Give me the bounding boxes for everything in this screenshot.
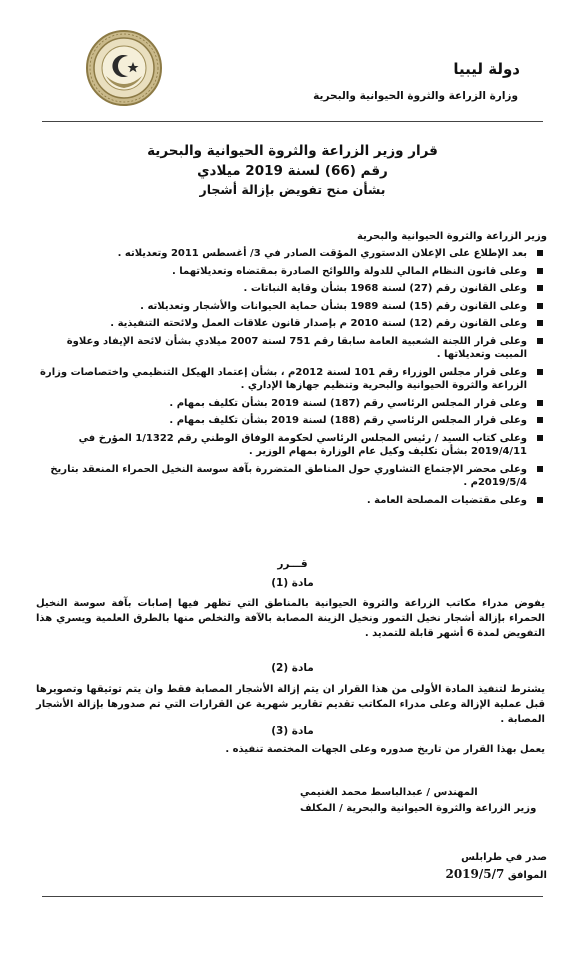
bullet-icon (537, 285, 543, 291)
preamble-item: بعد الإطلاع على الإعلان الدستوري المؤقت الصادر في 3/ أغسطس 2011 وتعديلاته . (40, 247, 545, 261)
article-1-text: يفوض مدراء مكاتب الزراعة والثروة الحيوانية بالمناطق التي تظهر فيها إصابات بآفة سوسة النخيل الحمراء بإزالة أشجار نخيل التمور ونخيل الزينة المصابة بالآفة والتخلص منها بالطرق العلمية ويسري هذا التفويض لمدة 6 أشهر قابلة للتمديد . (36, 598, 545, 639)
bullet-icon (537, 466, 543, 472)
libya-state-emblem-icon (84, 28, 164, 108)
bullet-icon (537, 435, 543, 441)
decree-number: رقم (66) لسنة 2019 ميلادي (197, 163, 388, 179)
preamble-item: وعلى قرار مجلس الوزراء رقم 101 لسنة 2012م ، بشأن إعتماد الهيكل التنظيمي واختصاصات وزارة الزراعة والثروة الحيوانية والبحرية وتنظيم جهازها الإداري . (40, 366, 545, 393)
decree-title: قرار وزير الزراعة والثروة الحيوانية والبحرية (147, 143, 438, 159)
decision-heading: قـــرر (277, 558, 308, 570)
ministry-name: وزارة الزراعة والثروة الحيوانية والبحرية (313, 90, 518, 102)
issued-place: صدر في طرابلس (461, 852, 547, 863)
preamble-item: وعلى القانون رقم (15) لسنة 1989 بشأن حماية الحيوانات والأشجار وتعديلاته . (40, 300, 545, 314)
preamble-item: وعلى كتاب السيد / رئيس المجلس الرئاسي لحكومة الوفاق الوطني رقم 1/1322 المؤرخ في 2019/4/11 بشأن تكليف وكيل عام الوزارة بمهام الوزير . (40, 432, 545, 459)
bullet-icon (537, 338, 543, 344)
bullet-icon (537, 250, 543, 256)
bullet-icon (537, 369, 543, 375)
article-3-text: يعمل بهذا القرار من تاريخ صدوره وعلى الجهات المختصة تنفيذه . (225, 744, 545, 755)
preamble-item: وعلى قرار المجلس الرئاسي رقم (187) لسنة 2019 بشأن تكليف بمهام . (40, 397, 545, 411)
article-2-heading: مادة (2) (271, 662, 314, 674)
preamble-list (40, 247, 545, 507)
bullet-icon (537, 400, 543, 406)
bullet-icon (537, 320, 543, 326)
date-value: 2019/5/7 (445, 867, 505, 881)
preamble-item: وعلى قرار المجلس الرئاسي رقم (188) لسنة 2019 بشأن تكليف بمهام . (40, 414, 545, 428)
preamble-item: وعلى مقتضيات المصلحة العامة . (40, 494, 545, 508)
date-label: الموافق (507, 870, 547, 881)
preamble-item: وعلى قرار اللجنة الشعبية العامة سابقا رقم 751 لسنة 2007 ميلادي بشأن لائحة الإيفاد وعلاوة المبيت وتعديلاتها . (40, 335, 545, 362)
bullet-icon (537, 417, 543, 423)
preamble-item: وعلى القانون رقم (12) لسنة 2010 م بإصدار قانون علاقات العمل ولائحته التنفيذية . (40, 317, 545, 331)
footer-divider (42, 896, 543, 897)
preamble-item: وعلى القانون رقم (27) لسنة 1968 بشأن وقاية النباتات . (40, 282, 545, 296)
bullet-icon (537, 268, 543, 274)
header-divider (42, 121, 543, 122)
decree-subject: بشأن منح تفويض بإزالة أشجار (199, 182, 386, 197)
article-2-text: يشترط لتنفيذ المادة الأولى من هذا القرار ان يتم إزالة الأشجار المصابة فقط وان يتم توثيقها وتصويرها قبل عملية الإزالة وعلى مدراء المكاتب تقديم تقارير شهرية عن القرارات التي تم صدورها بإزالة الأشجار المصابة . (36, 684, 545, 725)
bullet-icon (537, 497, 543, 503)
article-3-heading: مادة (3) (271, 725, 314, 737)
preamble-item: وعلى قانون النظام المالي للدولة واللوائح الصادرة بمقتضاه وتعديلاتهما . (40, 265, 545, 279)
article-1-heading: مادة (1) (271, 577, 314, 589)
preamble-item: وعلى محضر الإجتماع التشاوري حول المناطق المتضررة بآفة سوسة النخيل الحمراء المنعقد بتاريخ 2019/5/4م . (40, 463, 545, 490)
signer-title: وزير الزراعة والثروة الحيوانية والبحرية / المكلف (300, 803, 537, 814)
issuing-authority: وزير الزراعة والثروة الحيوانية والبحرية (357, 231, 547, 242)
country-name: دولة ليبيا (453, 60, 520, 78)
bullet-icon (537, 303, 543, 309)
signer-name: المهندس / عبدالباسط محمد الغنيمي (300, 787, 478, 798)
issue-date (445, 867, 547, 881)
